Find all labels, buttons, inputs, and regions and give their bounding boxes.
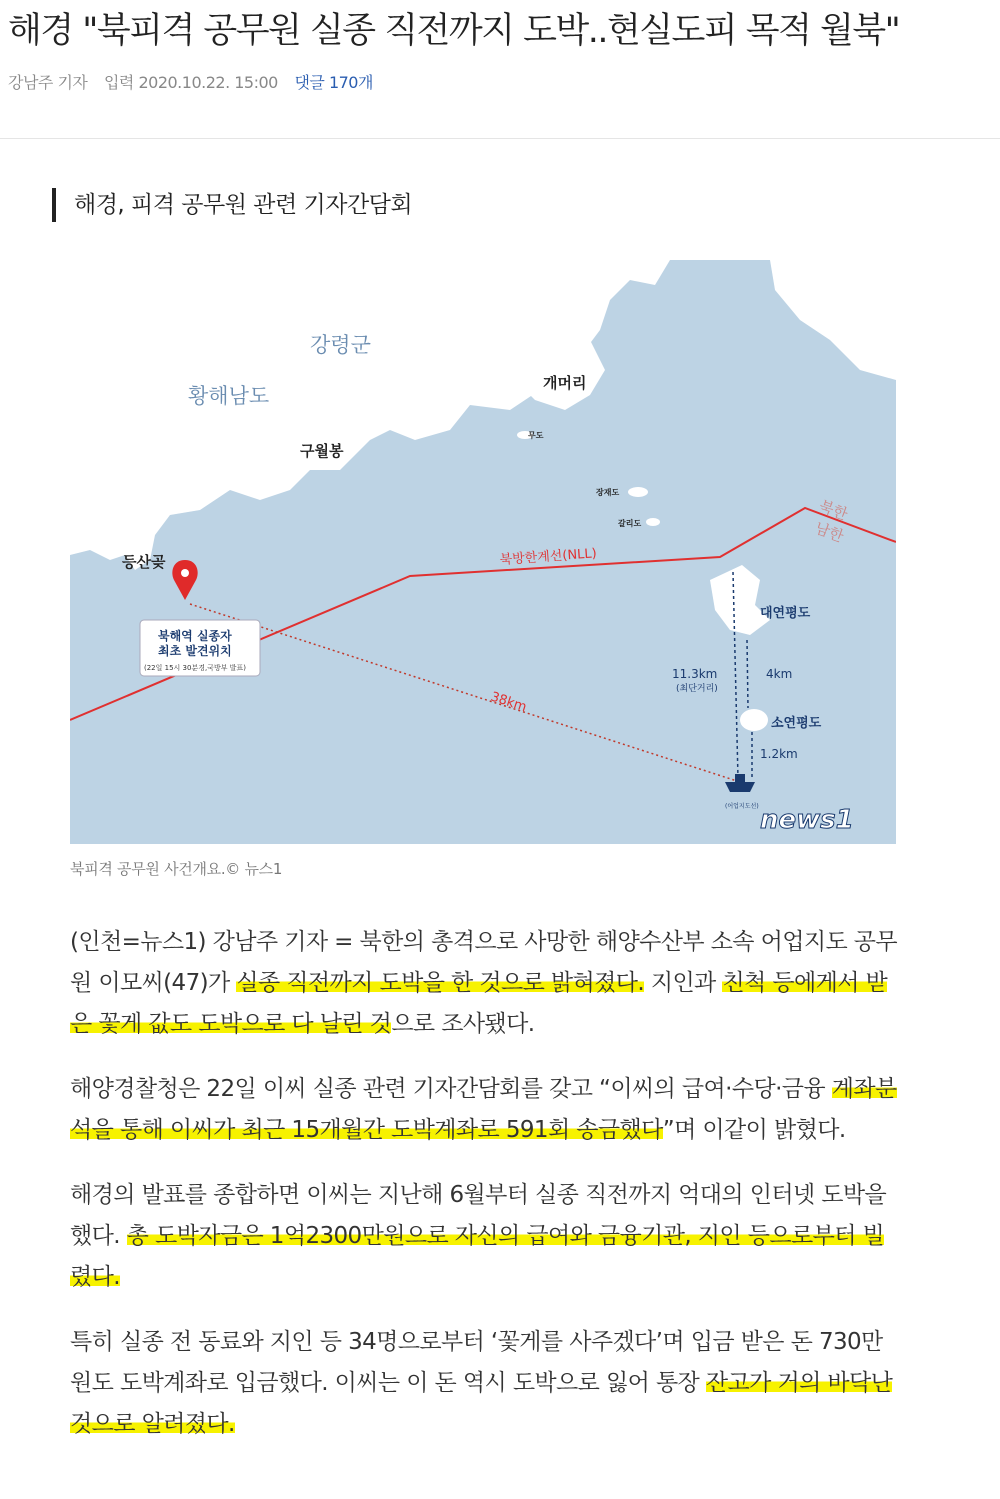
- label-nll: 북방한계선(NLL): [499, 546, 598, 568]
- label-gangnyeong: 강령군: [310, 333, 371, 357]
- highlighted-text: 친척 등에게서 받은 꽃게 값도 도박으로 다 날린 것: [70, 970, 888, 1037]
- image-caption: 북피격 공무원 사건개요.© 뉴스1: [70, 860, 283, 878]
- label-found-line1: 북해역 실종자: [158, 629, 232, 643]
- paragraph-text: (인천=뉴스1) 강남주 기자 = 북한의 총격으로 사망한 해양수산부 소속 어업지도 공무원 이모씨(47)가: [70, 929, 898, 996]
- galido-island: [646, 518, 660, 526]
- label-jangjae: 장재도: [596, 488, 620, 497]
- label-dist-113: 11.3km: [672, 667, 718, 681]
- label-daeyeonpyeong: 대연평도: [760, 606, 811, 621]
- paragraph-text: 해경의 발표를 종합하면 이씨는 지난해 6월부터 실종 직전까지 억대의 인터넷 도박을 했다.: [70, 1182, 887, 1249]
- article-meta: [8, 70, 385, 93]
- daeyeonpyeong-island: [710, 565, 770, 635]
- label-dist-38: 38km: [488, 689, 529, 716]
- label-dist-4: 4km: [766, 667, 793, 681]
- soyeonpyeong-island: [740, 709, 768, 731]
- highlighted-text: 계좌분석을 통해 이씨가 최근 15개월간 도박계좌로 591회 송금했다: [70, 1076, 897, 1143]
- reporter-name[interactable]: 강남주 기자: [8, 73, 88, 92]
- article-paragraph: [70, 1322, 904, 1445]
- comments-link[interactable]: 댓글 170개: [294, 73, 373, 92]
- publish-date: 입력 2020.10.22. 15:00: [103, 73, 278, 92]
- label-found-line2: 최초 발견위치: [158, 644, 232, 658]
- article-paragraph: [70, 1175, 904, 1298]
- label-deungsan: 등산곶: [122, 553, 166, 571]
- mainland-landmass: [70, 260, 896, 570]
- paragraph-text: 으로 조사됐다.: [391, 1011, 535, 1037]
- label-found-note: (22일 15시 30분경,국방부 발표): [144, 664, 246, 672]
- label-gaemeori: 개머리: [543, 374, 587, 392]
- news1-watermark: news1: [760, 805, 854, 835]
- jangjae-island: [628, 487, 648, 497]
- label-south: 남한: [812, 518, 847, 546]
- highlighted-text: 잔고가 거의 바닥난 것으로 알려졌다.: [70, 1370, 893, 1437]
- label-hwanghae: 황해남도: [188, 384, 270, 408]
- highlighted-text: 실종 직전까지 도박을 한 것으로 밝혀졌다.: [236, 970, 645, 996]
- paragraph-text: 특히 실종 전 동료와 지인 등 34명으로부터 ‘꽃게를 사주겠다’며 입금 받은 돈 730만원도 도박계좌로 입금했다. 이씨는 이 돈 역시 도박으로 잃어 통장: [70, 1329, 883, 1396]
- location-marker-icon: [172, 560, 197, 600]
- header-divider: [0, 138, 1000, 139]
- label-galido: 갈리도: [618, 519, 642, 528]
- article-paragraph: [70, 1069, 904, 1151]
- east-landmass: [770, 260, 896, 380]
- ship-icon: [725, 774, 755, 792]
- label-dist-short: (최단거리): [676, 684, 718, 694]
- label-dist-12: 1.2km: [760, 747, 798, 761]
- highlighted-text: 총 도박자금은 1억2300만원으로 자신의 급여와 금융기관, 지인 등으로부터 빌렸다.: [70, 1223, 885, 1290]
- distance-line-4km: [747, 640, 748, 708]
- label-north: 북한: [816, 496, 851, 524]
- paragraph-text: 해양경찰청은 22일 이씨 실종 관련 기자간담회를 갖고 “이씨의 급여·수당·금융: [70, 1076, 832, 1102]
- label-guwolbong: 구월봉: [300, 442, 344, 460]
- article-subheading: 해경, 피격 공무원 관련 기자간담회: [52, 188, 412, 222]
- distance-line-38km: [190, 604, 740, 782]
- paragraph-text: ”며 이같이 밝혔다.: [662, 1117, 846, 1143]
- paragraph-text: 지인과: [644, 970, 723, 996]
- article-body: [70, 922, 904, 1469]
- label-soyeonpyeong: 소연평도: [771, 716, 822, 731]
- incident-map-image: [70, 260, 896, 844]
- article-paragraph: [70, 922, 904, 1045]
- label-mudo: 무도: [528, 431, 544, 440]
- article-headline: 해경 "북피격 공무원 실종 직전까지 도박..현실도피 목적 월북": [8, 11, 900, 51]
- label-ship: (어업지도선): [725, 803, 759, 810]
